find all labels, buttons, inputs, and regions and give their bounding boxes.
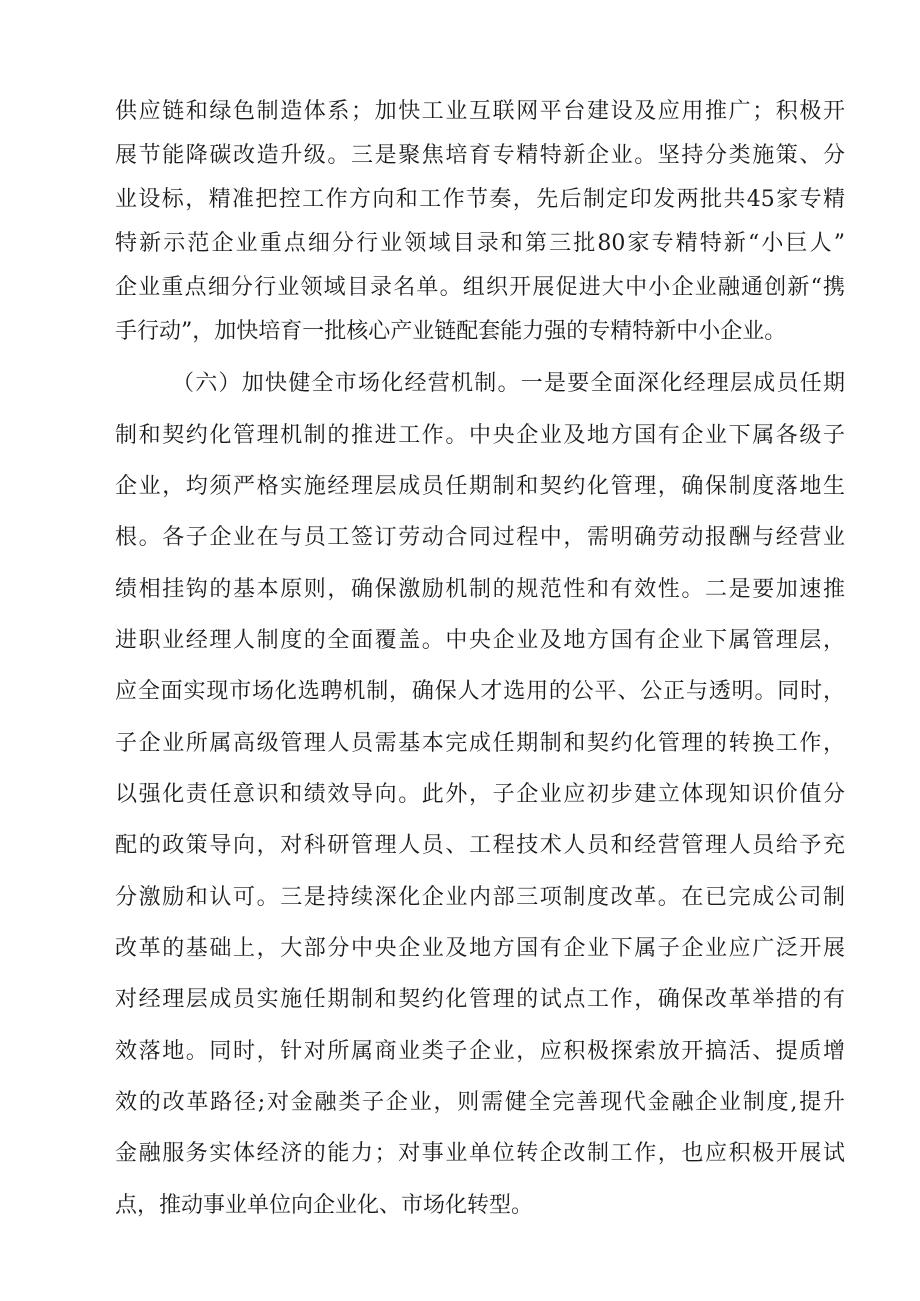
paragraph-line: 企业，均须严格实施经理层成员任期制和契约化管理，确保制度落地生 xyxy=(115,474,845,499)
paragraph-line: 制和契约化管理机制的推进工作。中央企业及地方国有企业下属各级子 xyxy=(115,423,845,448)
paragraph-line: 对经理层成员实施任期制和契约化管理的试点工作，确保改革举措的有 xyxy=(115,987,845,1012)
paragraph-line: 分激励和认可。三是持续深化企业内部三项制度改革。在已完成公司制 xyxy=(115,885,845,910)
paragraph-line: 进职业经理人制度的全面覆盖。中央企业及地方国有企业下属管理层， xyxy=(115,628,845,653)
paragraph-line: 企业重点细分行业领域目录名单。组织开展促进大中小企业融通创新“携 xyxy=(115,275,845,300)
paragraph-line: 子企业所属高级管理人员需基本完成任期制和契约化管理的转换工作， xyxy=(115,731,845,756)
paragraph-line: 应全面实现市场化选聘机制，确保人才选用的公平、公正与透明。同时， xyxy=(115,679,845,704)
paragraph-line: 展节能降碳改造升级。三是聚焦培育专精特新企业。坚持分类施策、分 xyxy=(115,143,845,168)
paragraph-line: 点，推动事业单位向企业化、市场化转型。 xyxy=(115,1193,534,1218)
paragraph-line: 根。各子企业在与员工签订劳动合同过程中，需明确劳动报酬与经营业 xyxy=(115,525,845,550)
paragraph-line: 供应链和绿色制造体系；加快工业互联网平台建设及应用推广；积极开 xyxy=(115,99,845,124)
paragraph-line: 业设标，精准把控工作方向和工作节奏，先后制定印发两批共45家专精 xyxy=(115,187,845,212)
paragraph-line: 手行动”，加快培育一批核心产业链配套能力强的专精特新中小企业。 xyxy=(115,319,787,344)
paragraph-line: 效的改革路径;对金融类子企业，则需健全完善现代金融企业制度,提升 xyxy=(115,1090,845,1115)
paragraph-line: 效落地。同时，针对所属商业类子企业，应积极探索放开搞活、提质增 xyxy=(115,1039,845,1064)
paragraph-line: 绩相挂钩的基本原则，确保激励机制的规范性和有效性。二是要加速推 xyxy=(115,577,845,602)
paragraph-line: 以强化责任意识和绩效导向。此外，子企业应初步建立体现知识价值分 xyxy=(115,782,845,807)
paragraph-line: 配的政策导向，对科研管理人员、工程技术人员和经营管理人员给予充 xyxy=(115,833,845,858)
paragraph-line: 金融服务实体经济的能力；对事业单位转企改制工作，也应积极开展试 xyxy=(115,1141,845,1166)
paragraph-line: 改革的基础上，大部分中央企业及地方国有企业下属子企业应广泛开展 xyxy=(115,936,845,961)
paragraph-line: 特新示范企业重点细分行业领域目录和第三批80家专精特新“小巨人” xyxy=(115,231,845,256)
section-six-first-line: （六）加快健全市场化经营机制。一是要全面深化经理层成员任期 xyxy=(172,371,845,396)
